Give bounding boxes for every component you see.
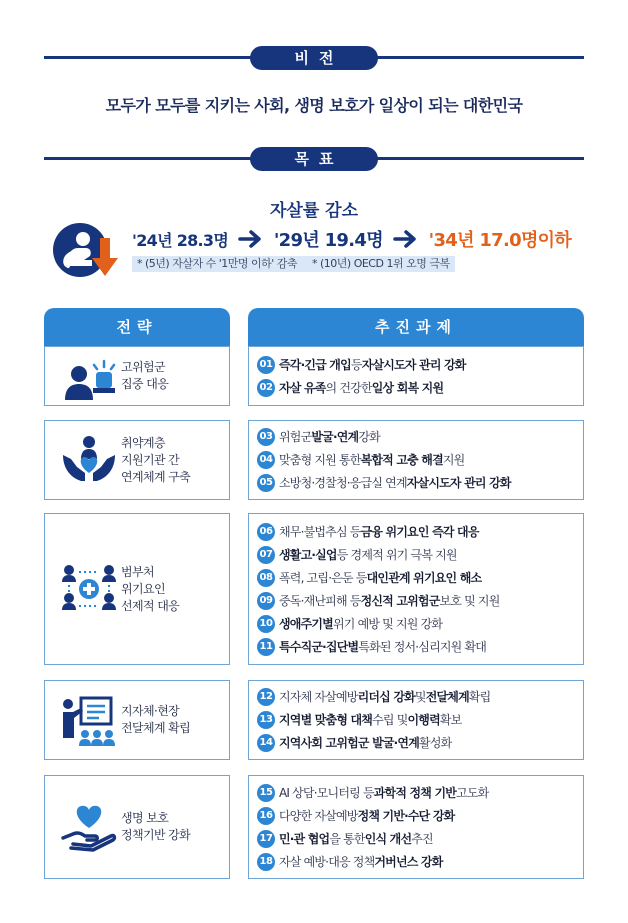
task-text-bold: 즉각·긴급 개입 [279,358,351,372]
task-text: 보호 및 지원 [439,594,500,608]
task-text: 의 건강한 [325,381,372,395]
goal-step-3: '34년 17.0명이하 [428,230,572,251]
task-item [257,448,579,471]
task-text-bold: 리더십 강화 [357,690,415,704]
task-text-bold: 민·관 협업 [279,832,330,846]
tasks-column-header: 추진과제 [248,308,584,346]
vision-label: 비전 [250,46,378,70]
task-text: 및 [414,690,426,704]
person-decrease-arrow-icon [52,220,126,280]
task-item [257,781,579,804]
task-text: 등 [350,358,362,372]
task-text-bold: 발굴·연계 [311,430,359,444]
strategy-label-line: 연계체계 구축 [121,470,191,484]
task-number-badge: 09 [257,592,275,610]
strategy-label [121,435,223,486]
task-number-badge: 15 [257,784,275,802]
task-text: 강화 [358,430,380,444]
task-text: AI 상담·모니터링 등 [279,786,374,800]
task-list [257,425,579,494]
task-text: 다양한 자살예방 [279,809,358,823]
task-item [257,543,579,566]
goal-note: * (5년) 자살자 수 '1만명 이하' 감축 [137,257,297,270]
task-item [257,566,579,589]
strategy-label [121,359,223,393]
task-text: 맞춤형 지원 통한 [279,453,361,467]
task-number-badge: 04 [257,451,275,469]
task-text-bold: 자살시도자 관리 강화 [361,358,466,372]
task-box [248,775,584,879]
strategy-label-line: 지자체·현장 [121,704,180,718]
task-number-badge: 06 [257,523,275,541]
task-number-badge: 10 [257,615,275,633]
person-siren-icon [59,350,119,404]
goal-title: 자살률 감소 [269,201,359,221]
strategy-box [44,346,230,406]
arrow-right-icon [393,230,419,248]
task-text: 수립 및 [372,713,408,727]
strategy-label-line: 위기요인 [121,582,165,596]
task-text-bold: 전달체계 [425,690,469,704]
task-box [248,346,584,406]
task-number-badge: 01 [257,356,275,374]
task-item [257,850,579,873]
task-text-bold: 생활고·실업 [279,548,337,562]
task-number-badge: 14 [257,734,275,752]
strategy-label-line: 취약계층 [121,436,165,450]
task-text: 확보 [439,713,462,727]
task-item [257,731,579,754]
task-text: 고도화 [456,786,489,800]
task-number-badge: 08 [257,569,275,587]
strategy-label [121,703,223,737]
task-item [257,804,579,827]
task-text: 자살 예방·대응 정책 [279,855,375,869]
task-list [257,781,579,873]
task-text-bold: 자살 유족 [279,381,326,395]
task-item [257,708,579,731]
task-item [257,685,579,708]
task-item [257,471,579,494]
strategy-box [44,420,230,500]
task-text-bold: 이행력 [407,713,440,727]
task-text-bold: 지역사회 고위험군 발굴·연계 [279,736,420,750]
strategy-label-line: 전달체계 확립 [121,721,191,735]
strategy-label-line: 생명 보호 [121,811,169,825]
task-number-badge: 05 [257,474,275,492]
task-number-badge: 07 [257,546,275,564]
goal-step-1: '24년 28.3명 [132,230,229,250]
task-text-bold: 일상 회복 지원 [371,381,444,395]
task-number-badge: 03 [257,428,275,446]
task-item [257,589,579,612]
task-box [248,513,584,665]
task-text: 확립 [468,690,491,704]
task-list [257,520,579,658]
strategy-box [44,513,230,665]
task-text: 등 경제적 위기 극복 지원 [336,548,457,562]
strategy-label [121,564,223,615]
hand-heart-icon [59,798,119,852]
task-text: 위험군 [279,430,312,444]
network-cross-icon [59,562,119,616]
strategy-label [121,810,223,844]
strategy-label-line: 범부처 [121,565,154,579]
task-number-badge: 16 [257,807,275,825]
task-item [257,612,579,635]
task-text-bold: 인식 개선 [364,832,412,846]
task-text: 위기 예방 및 지원 강화 [332,617,443,631]
strategy-label-line: 집중 대응 [121,377,169,391]
goal-header [44,147,584,169]
task-box [248,680,584,760]
goal-note: * (10년) OECD 1위 오명 극복 [312,257,450,270]
strategy-label-line: 정책기반 강화 [121,828,191,842]
strategy-box [44,775,230,879]
task-text: 소방청·경찰청·응급실 연계 [279,476,407,490]
task-item [257,376,579,399]
vision-statement: 모두가 모두를 지키는 사회, 생명 보호가 일상이 되는 대한민국 [105,96,523,115]
task-number-badge: 18 [257,853,275,871]
task-number-badge: 12 [257,688,275,706]
task-text-bold: 지역별 맞춤형 대책 [279,713,373,727]
task-text: 중독·재난피해 등 [279,594,361,608]
task-text: 특화된 정서·심리지원 확대 [358,640,487,654]
strategy-label-line: 지원기관 간 [121,453,180,467]
task-text-bold: 정책 기반·수단 강화 [357,809,455,823]
task-list [257,685,579,754]
hands-care-heart-icon [59,433,119,487]
task-text-bold: 복합적 고충 해결 [360,453,443,467]
task-number-badge: 02 [257,379,275,397]
goal-notes [132,256,455,272]
task-text: 활성화 [419,736,452,750]
task-text: 채무·불법추심 등 [279,525,361,539]
goal-label: 목표 [250,147,378,171]
task-item [257,827,579,850]
task-text-bold: 생애주기별 [279,617,333,631]
task-text: 지자체 자살예방 [279,690,358,704]
task-number-badge: 11 [257,638,275,656]
presenter-board-icon [59,694,119,748]
goal-targets [132,226,592,252]
task-text-bold: 특수직군·집단별 [279,640,359,654]
task-number-badge: 13 [257,711,275,729]
strategy-label-line: 선제적 대응 [121,599,180,613]
strategy-box [44,680,230,760]
task-box [248,420,584,500]
task-text-bold: 거버넌스 강화 [374,855,443,869]
task-item [257,425,579,448]
vision-header [44,46,584,68]
task-text: 을 통한 [329,832,365,846]
task-text-bold: 자살시도자 관리 강화 [406,476,511,490]
task-text-bold: 대인관계 위기요인 해소 [366,571,482,585]
task-text: 지원 [442,453,465,467]
strategy-column-header: 전략 [44,308,230,346]
task-text-bold: 정신적 고위험군 [360,594,440,608]
strategy-label-line: 고위험군 [121,360,165,374]
goal-step-2: '29년 19.4명 [273,230,383,251]
task-number-badge: 17 [257,830,275,848]
arrow-right-icon [238,230,264,248]
task-text-bold: 과학적 정책 기반 [373,786,457,800]
task-item [257,353,579,376]
task-list [257,353,579,399]
task-text: 폭력, 고립·은둔 등 [279,571,367,585]
task-item [257,520,579,543]
task-item [257,635,579,658]
task-text-bold: 금융 위기요인 즉각 대응 [360,525,479,539]
task-text: 추진 [411,832,433,846]
